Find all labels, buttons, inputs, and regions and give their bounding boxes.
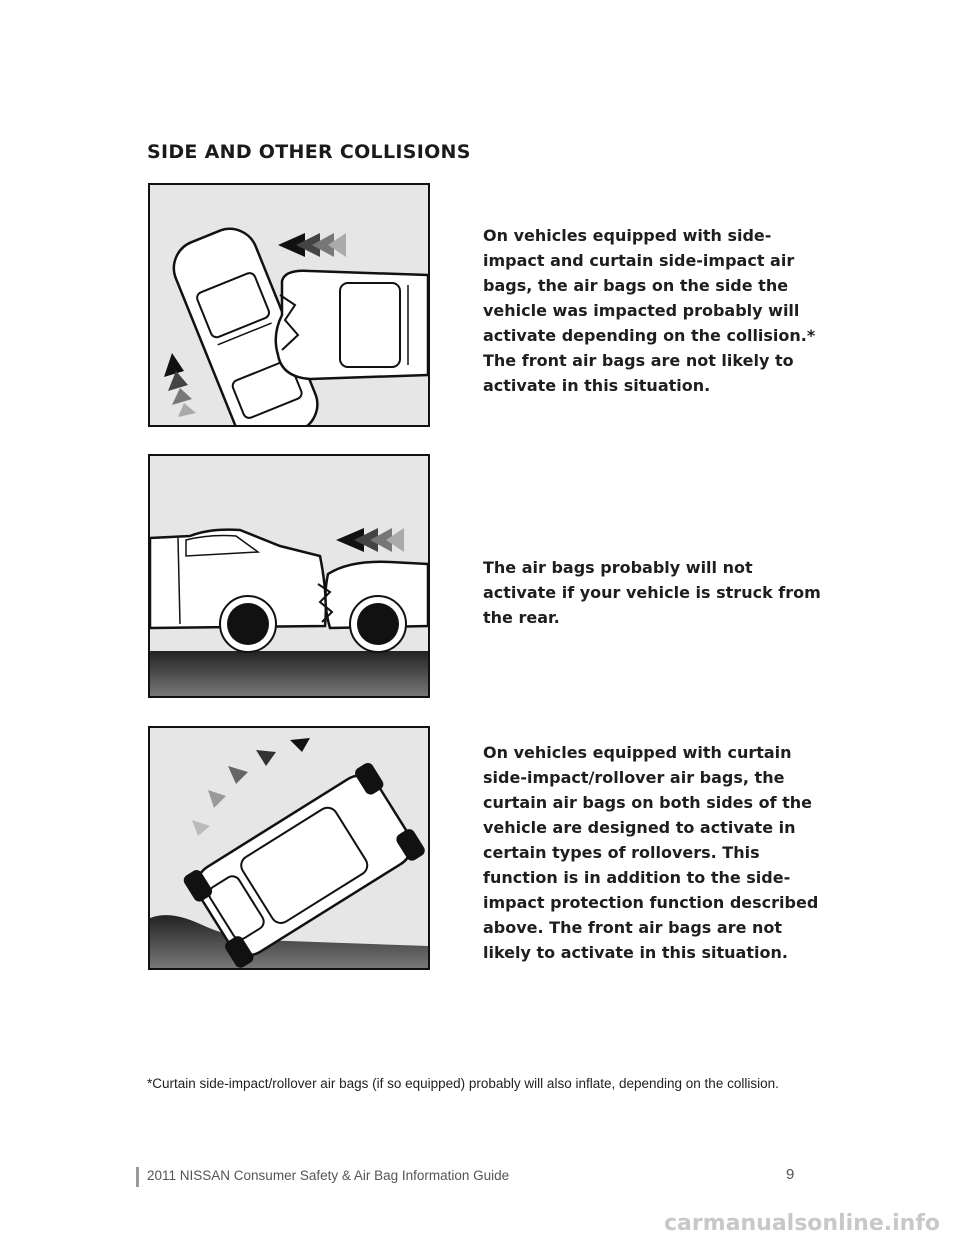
- page-number: 9: [786, 1166, 795, 1183]
- footnote: *Curtain side-impact/rollover air bags (if so equipped) probably will also inflate, depending on the collision.: [147, 1076, 779, 1091]
- rear-collision-drawing: [150, 456, 428, 696]
- footer-guide-title: 2011 NISSAN Consumer Safety & Air Bag Information Guide: [147, 1168, 510, 1183]
- rollover-description: On vehicles equipped with curtain side-impact/rollover air bags, the curtain air bags on both sides of the vehicle are designed to activate in certain types of rollovers. This function is in addition to the side-impact protection function described above. The front air bags are not likely to activate in this situation.: [483, 743, 819, 962]
- footer-divider: [136, 1167, 139, 1187]
- rollover-illustration: [148, 726, 430, 970]
- side-impact-description: On vehicles equipped with side-impact and curtain side-impact air bags, the air bags on the side the vehicle was impacted probably will activate depending on the collision.* The front air bags are not likely to activate in this situation.: [483, 226, 816, 395]
- striking-car-topview: [276, 271, 428, 379]
- rear-impact-description: The air bags probably will not activate if your vehicle is struck from the rear.: [483, 558, 821, 627]
- rollover-drawing: [150, 728, 428, 968]
- rear-collision-illustration: [148, 454, 430, 698]
- section-heading: SIDE AND OTHER COLLISIONS: [147, 141, 471, 163]
- watermark: carmanualsonline.info: [664, 1211, 940, 1236]
- side-collision-drawing: [150, 185, 428, 425]
- side-collision-illustration: [148, 183, 430, 427]
